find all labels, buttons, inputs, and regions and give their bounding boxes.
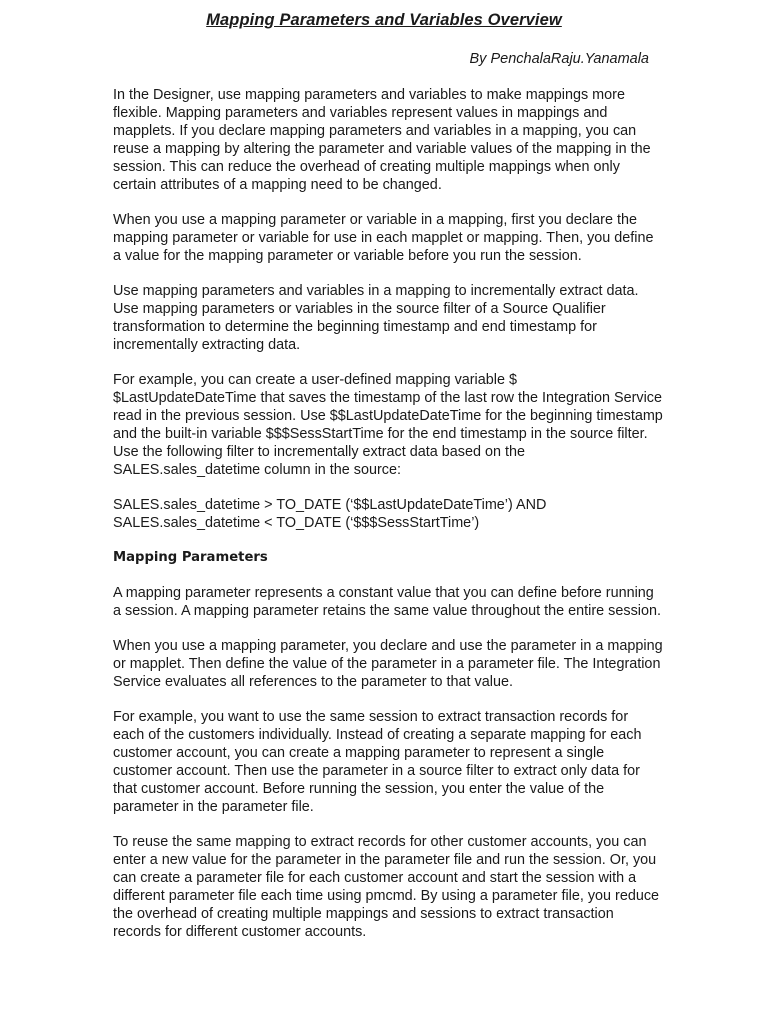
section-heading-mapping-parameters: Mapping Parameters <box>113 550 268 565</box>
paragraph-reuse-mapping: To reuse the same mapping to extract records for other customer accounts, you can enter a new value for the parameter in the parameter file and run the session. Or, you can create a parameter file for each customer account and start the session with a different parameter file each time using pmcmd. By using a parameter file, you reduce the overhead of creating multiple mappings and sessions to extract transaction records for different customer accounts. <box>113 834 660 940</box>
document-author: By PenchalaRaju.Yanamala <box>469 51 649 67</box>
paragraph-intro: In the Designer, use mapping parameters and variables to make mappings more flexible. Mapping parameters and variables represent values in mappings and mapplets. If you declare mapping parameters and variables in a mapping, you can reuse a mapping by altering the parameter and variable values of the mapping in the session. This can reduce the overhead of creating multiple mappings when only certain attributes of a mapping need to be changed. <box>113 87 651 193</box>
document-body <box>113 86 663 958</box>
paragraph-customer-example: For example, you want to use the same session to extract transaction records for each of the customers individually. Instead of creating a separate mapping for each customer account, you can create a mapping parameter to represent a single customer account. Then use the parameter in a source filter to extract only data for that customer account. Before running the session, you enter the value of the parameter in the parameter file. <box>113 709 642 815</box>
paragraph-declare: When you use a mapping parameter or variable in a mapping, first you declare the mapping parameter or variable for use in each mapplet or mapping. Then, you define a value for the mapping parameter or variable before you run the session. <box>113 212 654 264</box>
paragraph-example: For example, you can create a user-defined mapping variable $ $LastUpdateDateTime that saves the timestamp of the last row the Integration Service read in the previous session. Use $$LastUpdateDateTime for the beginning timestamp and the built-in variable $$$SessStartTime for the end timestamp in the source filter. Use the following filter to incrementally extract data based on the SALES.sales_datetime column in the source: <box>113 372 663 478</box>
document-title: Mapping Parameters and Variables Overview <box>206 11 562 29</box>
paragraph-filter-code: SALES.sales_datetime > TO_DATE (‘$$LastUpdateDateTime’) AND SALES.sales_datetime < TO_DATE (‘$$$SessStartTime’) <box>113 497 547 531</box>
paragraph-incremental: Use mapping parameters and variables in a mapping to incrementally extract data. Use mapping parameters or variables in the source filter of a Source Qualifier transformation to determine the beginning timestamp and end timestamp for incrementally extracting data. <box>113 283 639 353</box>
paragraph-constant-value: A mapping parameter represents a constant value that you can define before running a session. A mapping parameter retains the same value throughout the entire session. <box>113 585 661 619</box>
paragraph-parameter-file: When you use a mapping parameter, you declare and use the parameter in a mapping or mapplet. Then define the value of the parameter in a parameter file. The Integration Service evaluates all references to the parameter to that value. <box>113 638 663 690</box>
